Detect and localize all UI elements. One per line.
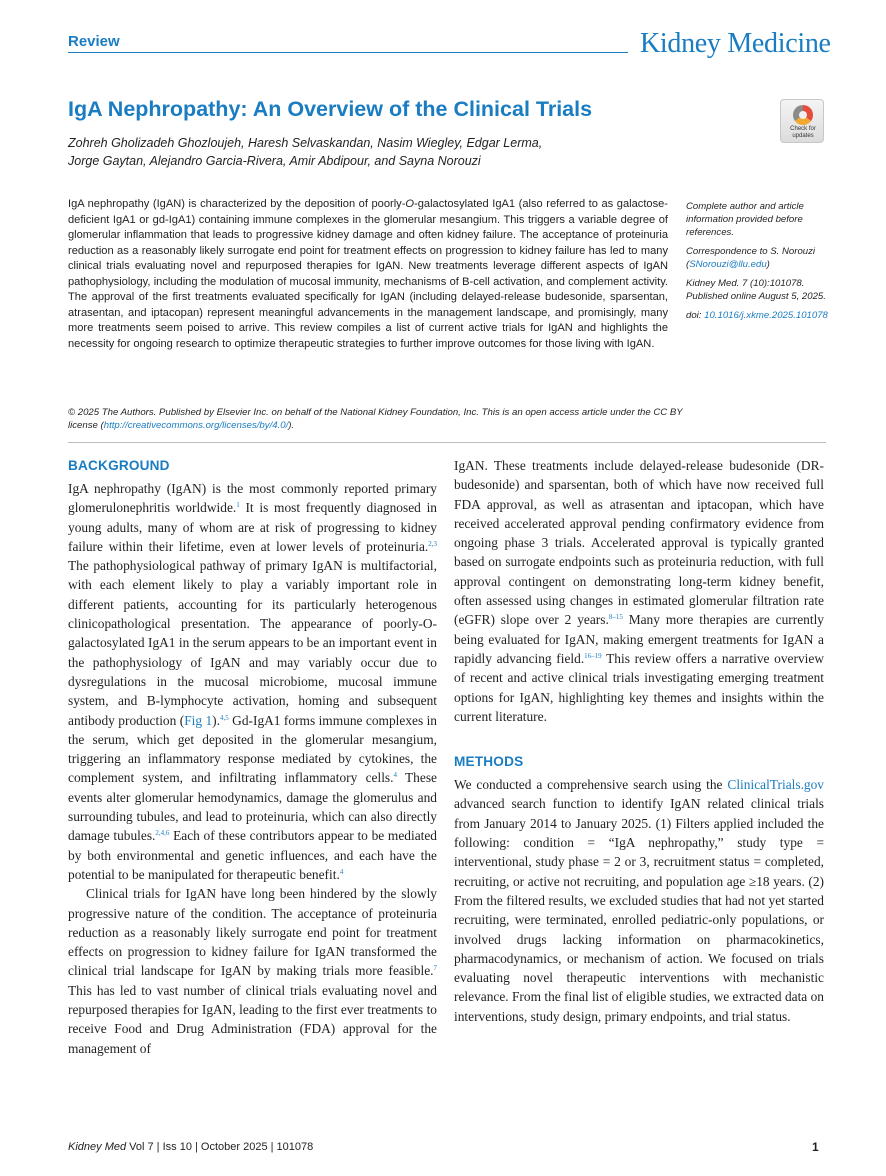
reference-link[interactable]: 2,4,6: [155, 829, 170, 838]
page-number: 1: [812, 1140, 819, 1154]
footer-journal: Kidney Med: [68, 1141, 127, 1153]
background-paragraph-2: Clinical trials for IgAN have long been hindered by the slowly progressive nature of the condition. The acceptance of proteinuria reduction as a reasonably likely surrogate end point for treatment effects on progression to kidney failure for IgAN transformed the clinical trial landscape for IgAN by making trials more feasible.$^7$ This has led to vast number of clinical trials evaluating novel and repurposed therapies for IgAN, leading to the first ever treatments to receive Food and Drug Administration (FDA) approval for the management of: [68, 886, 437, 1056]
doi-link[interactable]: 10.1016/j.xkme.2025.101078: [704, 310, 828, 321]
body-column-left: [68, 456, 437, 1058]
article-title: IgA Nephropathy: An Overview of the Clinical Trials: [68, 97, 593, 121]
page-footer: [68, 1141, 313, 1153]
article-side-info: [686, 200, 828, 328]
section-label: Review: [68, 33, 120, 50]
crossmark-icon: [793, 105, 813, 125]
doi: doi: 10.1016/j.xkme.2025.101078: [686, 310, 828, 321]
check-for-updates-label: Check for updates: [790, 126, 816, 139]
reference-link[interactable]: 16–19: [584, 651, 602, 660]
author-list: [68, 134, 708, 170]
background-paragraph-1: IgA nephropathy (IgAN) is the most commonly reported primary glomerulonephritis worldwide.$^1$ It is most frequently diagnosed in young adults, many of whom are at risk of progressing to kidney failure within their lifetime, even at lower levels of proteinuria.$^{2,3}$ The pathophysiological pathway of primary IgAN is multifactorial, with each element likely to play a variably important role in different patients, accounting for its particularly heterogenous clinicopathological presentation. The appearance of poorly-O-galactosylated IgA1 in the serum appears to be an important event in the pathophysiology of IgAN and may variably occur due to dysregulations in the mucosal microbiome, mucosal immune system, and B-lymphocyte activation, homing and subsequent antibody production (Fig 1).$^{4,5}$ Gd-IgA1 forms immune complexes in the serum, which get deposited in the glomerular mesangium, triggering an inflammatory response mediated by cytokines, the complement system, and infiltrating inflammatory cells.$^4$ These events alter glomerular hemodynamics, damage the glomerulus and surrounding tubules, and lead to proteinuria, which can also directly damage tubules.$^{2,4,6}$ Each of these contributors appear to be mediated by both environmental and genetic influences, and each have the potential to be manipulated for therapeutic benefit.$^4$: [68, 481, 438, 882]
reference-link[interactable]: 1: [236, 501, 240, 510]
authors-line-1: Zohreh Gholizadeh Ghozloujeh, Haresh Selvaskandan, Nasim Wiegley, Edgar Lerma,: [68, 136, 543, 150]
background-heading: BACKGROUND: [68, 458, 170, 473]
clinicaltrials-link[interactable]: ClinicalTrials.gov: [727, 777, 824, 793]
reference-link[interactable]: 7: [433, 964, 437, 973]
authors-line-2: Jorge Gaytan, Alejandro Garcia-Rivera, Amir Abdipour, and Sayna Norouzi: [68, 154, 481, 168]
license-link[interactable]: http://creativecommons.org/licenses/by/4.0/: [103, 420, 289, 431]
figure-link[interactable]: Fig 1: [184, 712, 213, 728]
footer-issue: Vol 7 | Iss 10 | October 2025 | 101078: [126, 1141, 314, 1153]
reference-link[interactable]: 8–15: [608, 613, 623, 622]
abstract: IgA nephropathy (IgAN) is characterized by the deposition of poorly-O-galactosylated IgA1 (also referred to as galactose-deficient IgA1 or gd-IgA1) containing immune complexes in the glomerular mesangium. This triggers a variable degree of glomerular inflammation that leads to progressive kidney damage and often kidney failure. The acceptance of proteinuria reduction as a reasonably likely surrogate end point for treatment effects on progression to kidney failure has led to many clinical trials evaluating novel and repurposed therapies for IgAN. New treatments leverage different aspects of IgAN pathophysiology, including the modulation of mucosal immunity, mechanisms of B-cell activation, and complement activity. The approval of the first treatments evaluated specifically for IgAN (including delayed-release budesonide, sparsentan, atrasentan, and iptacopan) represent meaningful advancements in the management landscape, and promisingly, many more treatments seem poised to arrive. This review compiles a list of current active trials for IgAN and highlights the necessity for ongoing research to optimize therapeutic strategies to further improve outcomes for those living with IgAN.: [68, 198, 668, 350]
license-statement: © 2025 The Authors. Published by Elsevier Inc. on behalf of the National Kidney Foundation, Inc. This is an open access article under the CC BY license (http://creativecommons.org/licenses/by/4.0/).: [68, 407, 683, 431]
background-paragraph-3: IgAN. These treatments include delayed-release budesonide (DR-budesonide) and sparsentan, both of which have now received full FDA approval, as well as atrasentan and iptacopan, which have received accelerated approval pending confirmatory evidence from ongoing phase 3 trials. Accelerated approval is typically granted based on surrogate endpoints such as proteinuria reduction, with full approval contingent on demonstrating long-term kidney benefit, often assessed using changes in estimated glomerular filtration rate (eGFR) slope over 2 years.$^{8-15}$ Many more therapies are currently being evaluated for IgAN, making emergent treatments for IgAN a rapidly advancing field.$^{16-19}$ This review offers a narrative overview of recent and active clinical trials investigating emerging treatment options for IgAN, highlighting key themes and insights within the current literature.: [454, 458, 824, 724]
methods-paragraph: We conducted a comprehensive search using the ClinicalTrials.gov advanced search function to identify IgAN related clinical trials from January 2014 to January 2025. (1) Filters applied included the following: condition = “IgA nephropathy,” study type = interventional, study phase = 2 or 3, recruitment status = completed, recruiting, or active not recruiting, and population age ≥18 years. (2) From the filtered results, we excluded studies that had not yet started recruiting, were terminated, enrolled pediatric-only populations, or involved drugs lacking information on pharmacokinetics, pharmacodynamics, or mechanism of action. We focused on trials evaluating novel therapeutic interventions with mechanistic relevance. From the final list of eligible studies, we extracted data on interventions, study design, primary endpoints, and trial status.: [454, 777, 824, 1024]
citation-info: Kidney Med. 7 (10):101078. Published online August 5, 2025.: [686, 278, 826, 302]
section-divider: [68, 442, 826, 443]
reference-link[interactable]: 4: [393, 771, 397, 780]
journal-logo[interactable]: Kidney Medicine: [640, 28, 831, 59]
methods-heading: METHODS: [454, 754, 524, 770]
reference-link[interactable]: 4: [339, 867, 344, 876]
reference-link[interactable]: 4,5: [219, 713, 229, 722]
author-info-note: Complete author and article information provided before references.: [686, 201, 804, 238]
check-for-updates-badge[interactable]: [780, 99, 824, 143]
body-column-right: [454, 456, 824, 1026]
correspondence-email-link[interactable]: SNorouzi@llu.edu: [689, 259, 767, 270]
reference-link[interactable]: 2,3: [428, 539, 437, 548]
correspondence: Correspondence to S. Norouzi (SNorouzi@llu.edu): [686, 246, 816, 270]
header-rule: [68, 52, 628, 53]
